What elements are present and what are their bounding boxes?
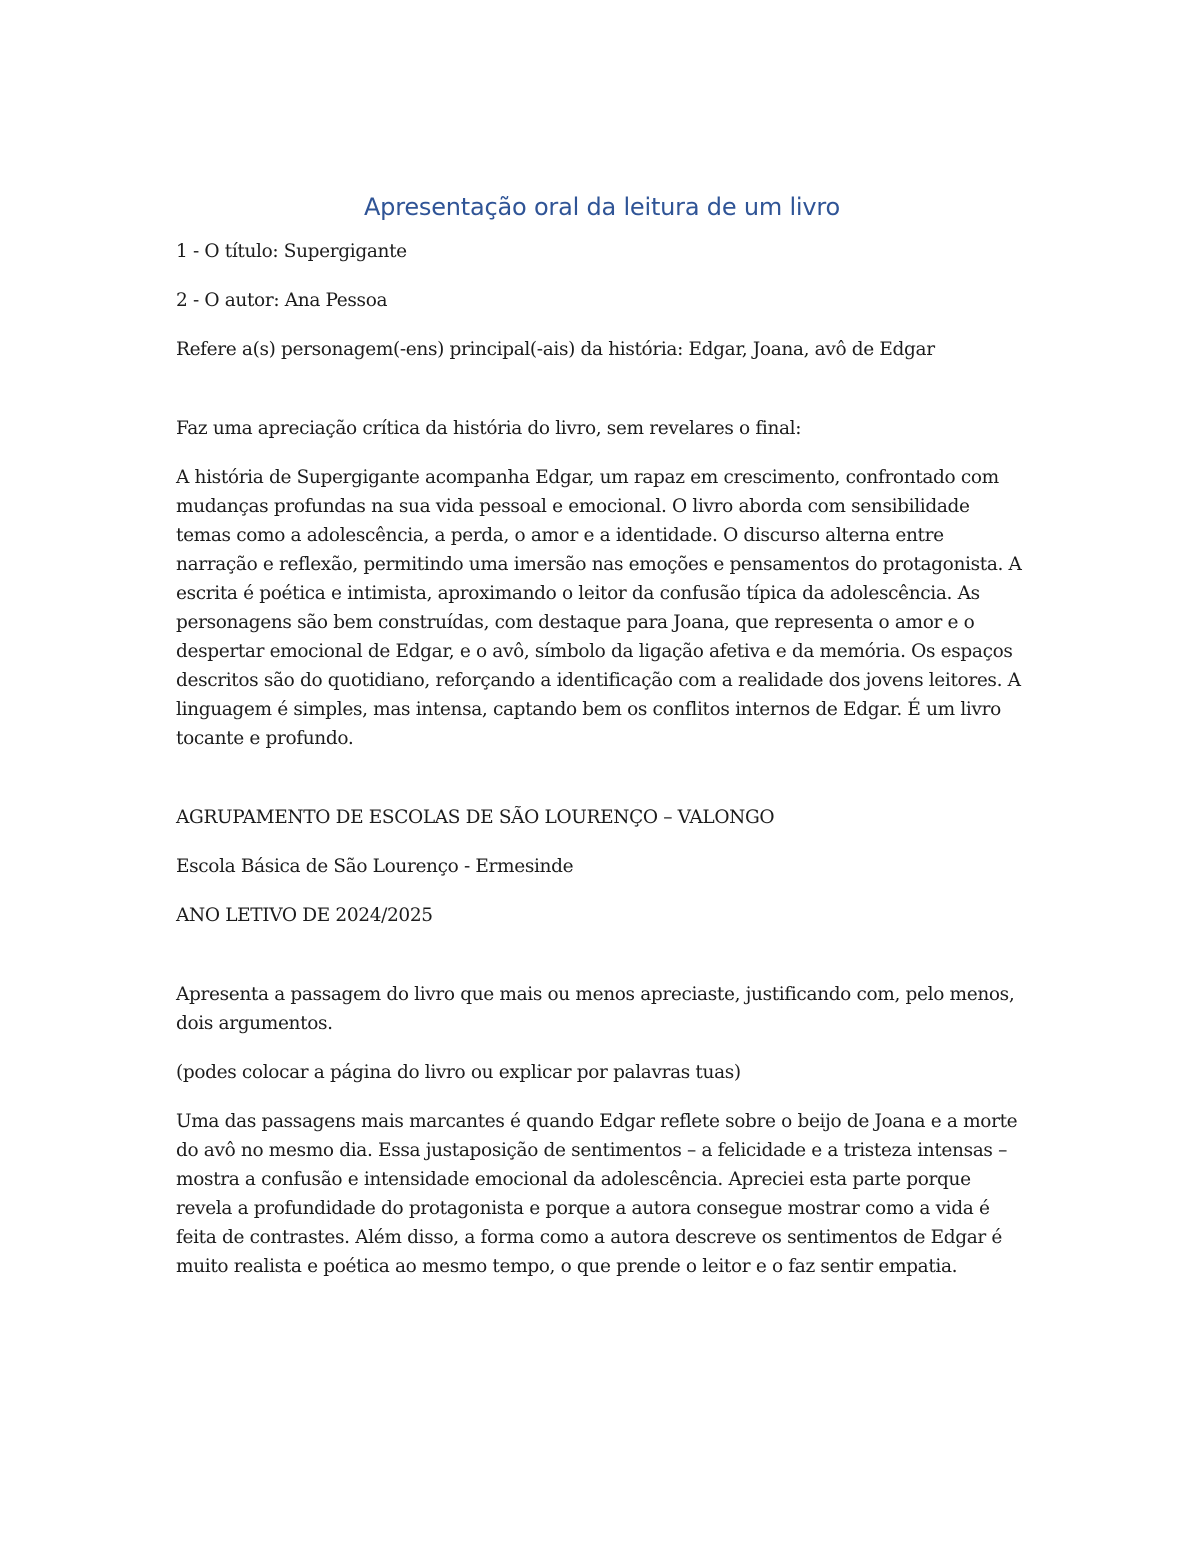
spacer: [176, 384, 1028, 414]
school-group: AGRUPAMENTO DE ESCOLAS DE SÃO LOURENÇO – VALONGO: [176, 807, 775, 828]
passage-note: (podes colocar a página do livro ou explicar por palavras tuas): [176, 1062, 741, 1083]
passage-text: Uma das passagens mais marcantes é quando Edgar reflete sobre o beijo de Joana e a morte do avô no mesmo dia. Essa justaposição de sentimentos – a felicidade e a tristeza intensas – mostra a confusão e intensidade emocional da adolescência. Apreciei esta parte porque revela a profundidade do protagonista e porque a autora consegue mostrar como a vida é feita de contrastes. Além disso, a forma como a autora descreve os sentimentos de Edgar é muito realista e poética ao mesmo tempo, o que prende o leitor e o faz sentir empatia.: [176, 1111, 1018, 1277]
spacer: [176, 773, 1028, 803]
spacer: [176, 950, 1028, 980]
author-line: 2 - O autor: Ana Pessoa: [176, 290, 388, 311]
school-name: Escola Básica de São Lourenço - Ermesinde: [176, 856, 574, 877]
document-body: [176, 190, 1028, 1301]
critique-prompt: Faz uma apreciação crítica da história do livro, sem revelares o final:: [176, 418, 802, 439]
school-year: ANO LETIVO DE 2024/2025: [176, 905, 433, 926]
passage-prompt: Apresenta a passagem do livro que mais ou menos apreciaste, justificando com, pelo menos, dois argumentos.: [176, 984, 1015, 1034]
document-title: Apresentação oral da leitura de um livro: [363, 193, 841, 221]
book-title-line: 1 - O título: Supergigante: [176, 241, 407, 262]
characters-line: Refere a(s) personagem(-ens) principal(-ais) da história: Edgar, Joana, avô de Edgar: [176, 339, 935, 360]
critique-text: A história de Supergigante acompanha Edgar, um rapaz em crescimento, confrontado com mudanças profundas na sua vida pessoal e emocional. O livro aborda com sensibilidade temas como a adolescência, a perda, o amor e a identidade. O discurso alterna entre narração e reflexão, permitindo uma imersão nas emoções e pensamentos do protagonista. A escrita é poética e intimista, aproximando o leitor da confusão típica da adolescência. As personagens são bem construídas, com destaque para Joana, que representa o amor e o despertar emocional de Edgar, e o avô, símbolo da ligação afetiva e da memória. Os espaços descritos são do quotidiano, reforçando a identificação com a realidade dos jovens leitores. A linguagem é simples, mas intensa, captando bem os conflitos internos de Edgar. É um livro tocante e profundo.: [176, 467, 1022, 749]
